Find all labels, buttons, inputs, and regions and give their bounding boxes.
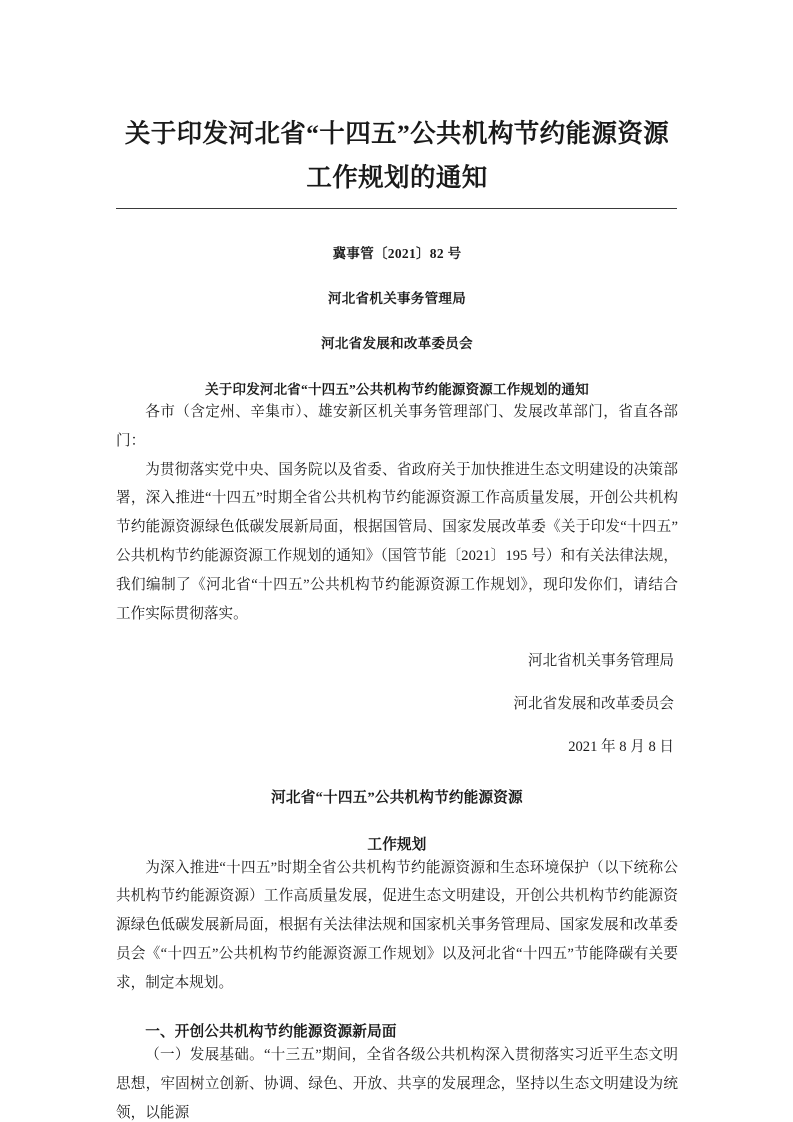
signature-org-2: 河北省发展和改革委员会 <box>513 695 674 712</box>
title-divider <box>116 208 677 209</box>
plan-title-line-1: 河北省“十四五”公共机构节约能源资源 <box>271 789 523 806</box>
page-title: 关于印发河北省“十四五”公共机构节约能源资源工作规划的通知 <box>124 119 670 192</box>
recipients-line: 各市（含定州、辛集市）、雄安新区机关事务管理部门、发展改革部门，省直各部门： <box>116 403 678 449</box>
issuer-line-2: 河北省发展和改革委员会 <box>321 335 473 351</box>
signature-org-1: 河北省机关事务管理局 <box>528 652 674 669</box>
section-heading-1: 一、开创公共机构节约能源资源新局面 <box>145 1023 397 1040</box>
notice-body-paragraph: 为贯彻落实党中央、国务院以及省委、省政府关于加快推进生态文明建设的决策部署，深入推进“十四五”时期全省公共机构节约能源资源工作高质量发展，开创公共机构节约能源资源绿色低碳发展新局面，根据国管局、国家发展改革委《关于印发“十四五”公共机构节约能源资源工作规划的通知》（国管节能〔2021〕195 号）和有关法律法规，我们编制了《河北省“十四五”公共机构节约能源资源工作规划》，现印发你们，请结合工作实际贯彻落实。 <box>116 461 678 622</box>
signature-date: 2021 年 8 月 8 日 <box>568 738 674 755</box>
plan-title-line-2: 工作规划 <box>367 836 427 853</box>
issuer-line-1: 河北省机关事务管理局 <box>328 290 466 306</box>
document-content <box>116 0 678 1122</box>
signature-block <box>116 647 678 762</box>
document-number: 冀事管〔2021〕82 号 <box>332 245 462 261</box>
plan-preamble-paragraph: 为深入推进“十四五”时期全省公共机构节约能源资源和生态环境保护（以下统称公共机构节约能源资源）工作高质量发展，促进生态文明建设，开创公共机构节约能源资源绿色低碳发展新局面，根据有关法律法规和国家机关事务管理局、国家发展和改革委员会《“十四五”公共机构节约能源资源工作规划》以及河北省“十四五”节能降碳有关要求，制定本规划。 <box>116 859 678 992</box>
notice-subtitle: 关于印发河北省“十四五”公共机构节约能源资源工作规划的通知 <box>205 381 589 397</box>
section-1-paragraph-1: （一）发展基础。“十三五”期间，全省各级公共机构深入贯彻落实习近平生态文明思想，牢固树立创新、协调、绿色、开放、共享的发展理念，坚持以生态文明建设为统领，以能源 <box>116 1046 678 1121</box>
